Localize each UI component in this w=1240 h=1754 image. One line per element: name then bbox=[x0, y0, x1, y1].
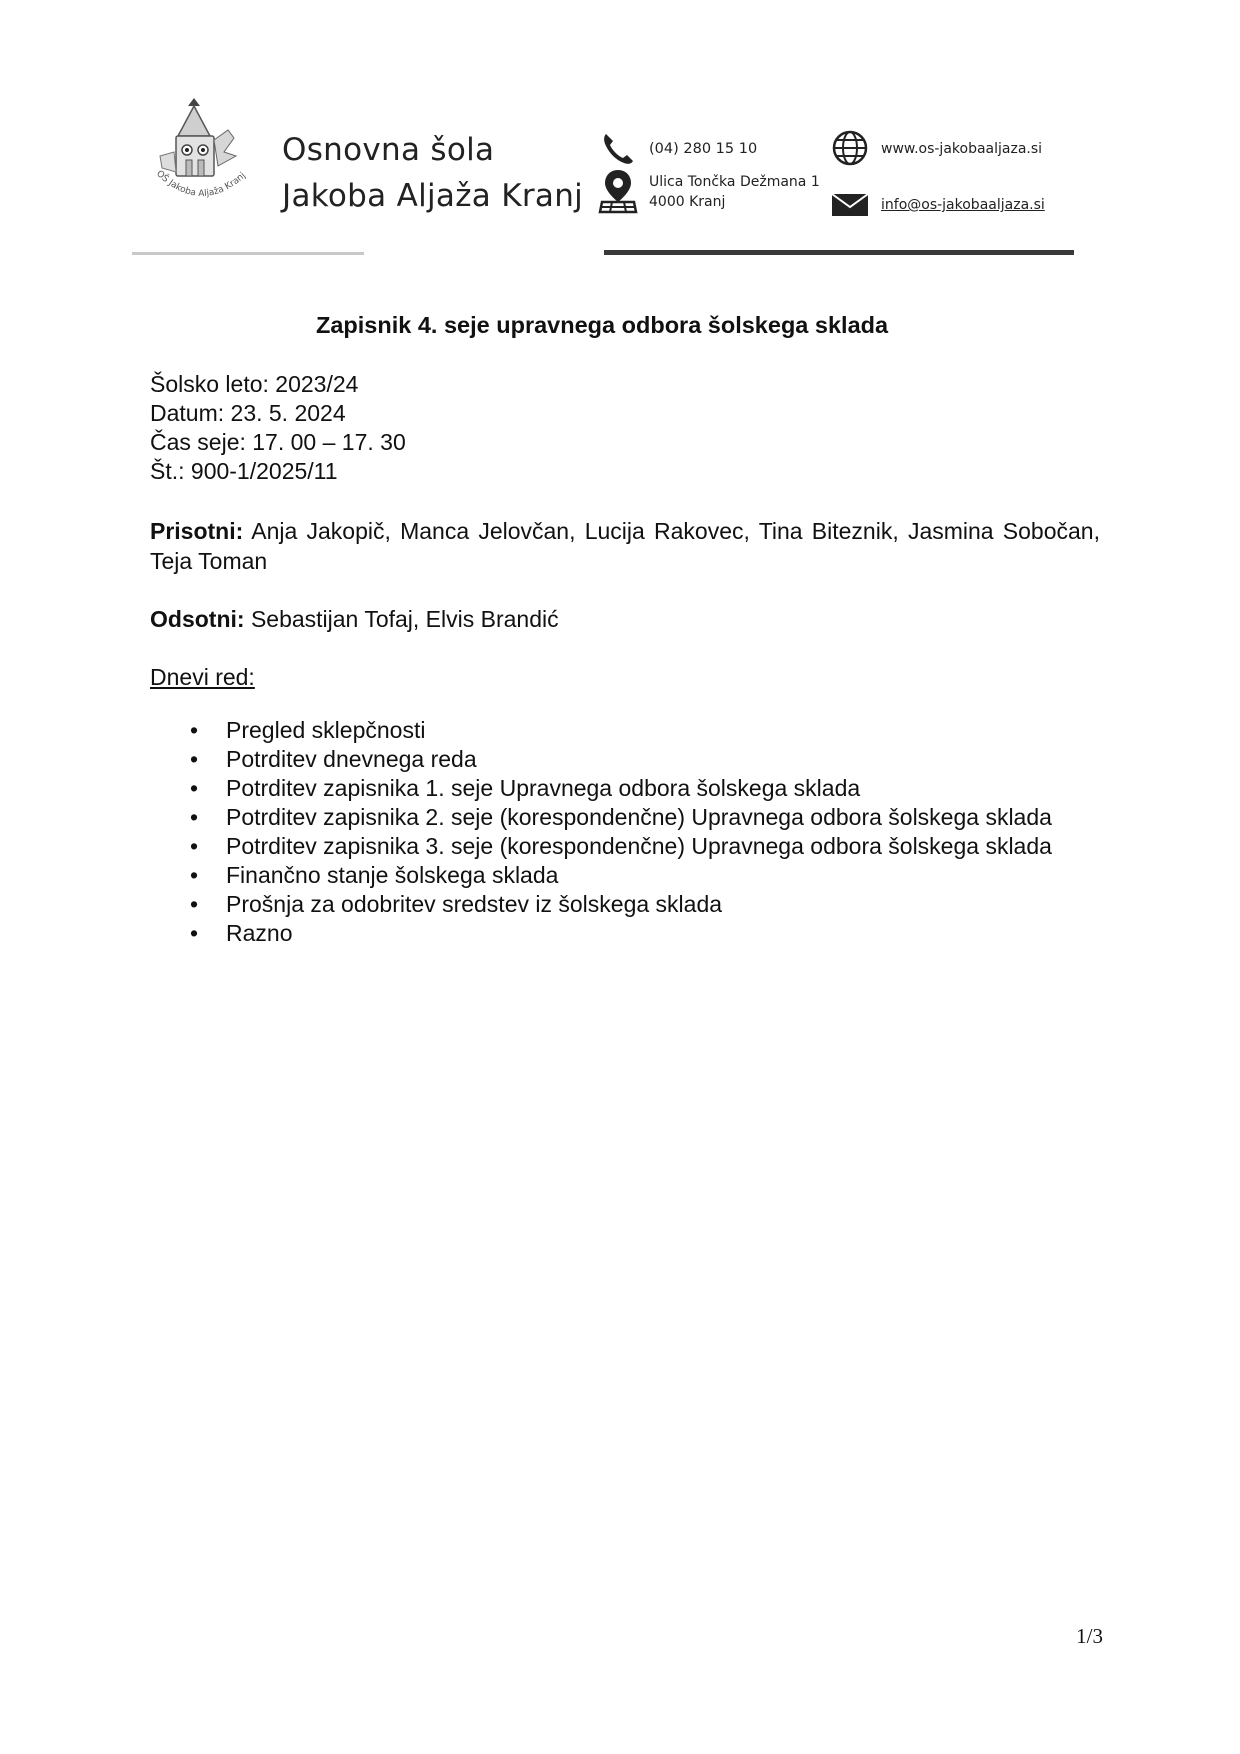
phone-icon bbox=[598, 128, 638, 168]
logo-ring-text: OŠ Jakoba Aljaža Kranj bbox=[154, 168, 248, 200]
bullet-icon: • bbox=[190, 891, 199, 917]
meta-session-time: Čas seje: 17. 00 – 17. 30 bbox=[150, 429, 406, 455]
agenda-item: • Finančno stanje šolskega sklada bbox=[190, 862, 559, 888]
agenda-item: • Potrditev zapisnika 1. seje Upravnega odbora šolskega sklada bbox=[190, 775, 861, 801]
agenda-item: • Potrditev zapisnika 3. seje (korespondenčne) Upravnega odbora šolskega sklada bbox=[190, 833, 1052, 859]
header-divider-right bbox=[604, 250, 1074, 255]
school-name-line2: Jakoba Aljaža Kranj bbox=[282, 178, 584, 214]
meta-date: Datum: 23. 5. 2024 bbox=[150, 400, 346, 426]
phone-number: (04) 280 15 10 bbox=[649, 141, 758, 157]
school-name-line1: Osnovna šola bbox=[282, 132, 495, 168]
agenda-item: • Potrditev zapisnika 2. seje (korespondenčne) Upravnega odbora šolskega sklada bbox=[190, 804, 1052, 830]
bullet-icon: • bbox=[190, 746, 199, 772]
envelope-icon bbox=[830, 192, 870, 218]
agenda-item: • Pregled sklepčnosti bbox=[190, 717, 426, 743]
meta-reference-number: Št.: 900-1/2025/11 bbox=[150, 458, 338, 484]
present-names: Anja Jakopič, Manca Jelovčan, Lucija Rakovec, Tina Biteznik, Jasmina Sobočan, Teja Toman bbox=[150, 518, 1100, 574]
bullet-icon: • bbox=[190, 804, 199, 830]
header-divider-left bbox=[132, 252, 364, 255]
document-title: Zapisnik 4. seje upravnega odbora šolskega sklada bbox=[316, 312, 889, 338]
bullet-icon: • bbox=[190, 717, 199, 743]
agenda-item: • Prošnja za odobritev sredstev iz šolskega sklada bbox=[190, 891, 723, 917]
absent-label: Odsotni: bbox=[150, 606, 245, 632]
page-number: 1/3 bbox=[1076, 1624, 1103, 1648]
agenda-item: • Razno bbox=[190, 920, 293, 946]
school-logo bbox=[148, 96, 256, 220]
address-street: Ulica Tončka Dežmana 1 bbox=[649, 174, 820, 190]
bullet-icon: • bbox=[190, 833, 199, 859]
meta-school-year: Šolsko leto: 2023/24 bbox=[150, 371, 359, 397]
location-pin-icon bbox=[598, 168, 638, 214]
website-link[interactable]: www.os-jakobaaljaza.si bbox=[881, 141, 1043, 157]
agenda-item: • Potrditev dnevnega reda bbox=[190, 746, 477, 772]
bullet-icon: • bbox=[190, 920, 199, 946]
address-city: 4000 Kranj bbox=[649, 194, 726, 210]
attendees-present bbox=[150, 516, 1100, 576]
email-link[interactable]: info@os-jakobaaljaza.si bbox=[881, 197, 1045, 213]
globe-icon bbox=[830, 128, 870, 168]
agenda-list bbox=[190, 716, 1070, 948]
bullet-icon: • bbox=[190, 862, 199, 888]
agenda-heading: Dnevi red: bbox=[150, 664, 255, 690]
absent-names: Sebastijan Tofaj, Elvis Brandić bbox=[250, 606, 559, 632]
bullet-icon: • bbox=[190, 775, 199, 801]
present-label: Prisotni: bbox=[150, 518, 244, 544]
attendees-absent bbox=[150, 604, 1100, 634]
